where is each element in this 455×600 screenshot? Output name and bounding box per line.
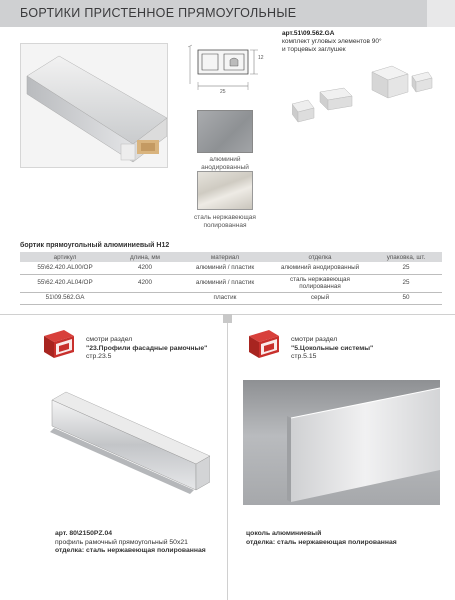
cell-length — [110, 292, 180, 304]
accessory-description — [282, 30, 442, 54]
swatch-aluminium-label-line1: алюминий — [209, 156, 241, 163]
left-ref-line1: смотри раздел — [86, 336, 133, 343]
swatch-aluminium-label-line2: анодированный — [201, 164, 249, 171]
swatch-steel-label-line2: полированная — [203, 222, 247, 229]
cell-article: 55\62.420.AL04/OP — [20, 274, 110, 292]
cell-pack: 25 — [370, 274, 442, 292]
left-ref-line2: "23.Профили фасадные рамочные" — [86, 344, 208, 352]
table-heading: бортик прямоугольный алюминиевый H12 — [20, 242, 170, 249]
right-product-line1: цоколь алюминиевый — [246, 530, 322, 537]
page-title: БОРТИКИ ПРИСТЕННОЕ ПРЯМОУГОЛЬНЫЕ — [20, 6, 297, 20]
column-divider — [227, 314, 228, 600]
technical-drawing — [184, 40, 272, 100]
cell-finish-line1: алюминий анодированный — [280, 264, 360, 271]
swatch-steel-label — [182, 214, 268, 230]
cell-length: 4200 — [110, 262, 180, 274]
col-material: материал — [180, 252, 270, 262]
skirting-photo — [243, 380, 440, 505]
col-article: артикул — [20, 252, 110, 262]
width-dimension: 25 — [220, 89, 226, 95]
left-product-article: арт. 80\2150PZ.04 — [55, 530, 113, 537]
cell-finish-line2: полированная — [299, 283, 341, 290]
table-row — [20, 262, 442, 274]
frame-profile-photo — [40, 382, 210, 497]
cell-article: 51\09.562.GA — [20, 292, 110, 304]
col-length: длина, мм — [110, 252, 180, 262]
cell-pack: 25 — [370, 262, 442, 274]
table-row — [20, 292, 442, 304]
accessory-photo — [292, 62, 437, 142]
right-ref-line1: смотри раздел — [291, 336, 338, 343]
swatch-aluminium — [197, 110, 253, 153]
cell-material: алюминий / пластик — [180, 274, 270, 292]
cell-length: 4200 — [110, 274, 180, 292]
specs-table — [20, 252, 442, 305]
table-row — [20, 274, 442, 292]
right-product-caption — [246, 530, 446, 547]
cell-article: 55\62.420.AL00/OP — [20, 262, 110, 274]
book-icon — [42, 328, 76, 360]
main-product-photo — [20, 43, 168, 168]
left-product-line2: профиль рамочный прямоугольный 50х21 — [55, 538, 188, 546]
divider-cap — [223, 314, 232, 323]
right-ref-line2: "5.Цокольные системы" — [291, 344, 374, 352]
swatch-steel — [197, 171, 253, 210]
height-dimension: 12 — [258, 55, 264, 61]
left-product-caption — [55, 530, 225, 556]
left-product-line3: отделка: сталь нержавеющая полированная — [55, 547, 206, 554]
left-reference — [86, 336, 226, 362]
left-ref-line3: стр.23.5 — [86, 353, 112, 360]
right-ref-line3: стр.5.15 — [291, 353, 317, 360]
accessory-desc-1: комплект угловых элементов 90° — [282, 38, 382, 45]
accessory-desc-2: и торцевых заглушек — [282, 46, 346, 53]
cell-pack: 50 — [370, 292, 442, 304]
swatch-steel-label-line1: сталь нержавеющая — [194, 214, 256, 221]
table-header-row — [20, 252, 442, 262]
accessory-article: арт.51\09.562.GA — [282, 30, 335, 37]
right-reference — [291, 336, 441, 362]
col-finish: отделка — [270, 252, 370, 262]
profile-image — [21, 44, 167, 167]
cell-material: пластик — [180, 292, 270, 304]
col-pack: упаковка, шт. — [370, 252, 442, 262]
cell-finish — [270, 262, 370, 274]
right-product-line2: отделка: сталь нержавеющая полированная — [246, 538, 397, 546]
cell-finish-line1: сталь нержавеющая — [290, 275, 350, 283]
cell-material: алюминий / пластик — [180, 262, 270, 274]
book-icon — [247, 328, 281, 360]
title-accent — [427, 0, 455, 27]
title-bar — [0, 0, 455, 27]
swatch-aluminium-label — [182, 156, 268, 172]
cell-finish — [270, 274, 370, 292]
cell-finish: серый — [270, 292, 370, 304]
